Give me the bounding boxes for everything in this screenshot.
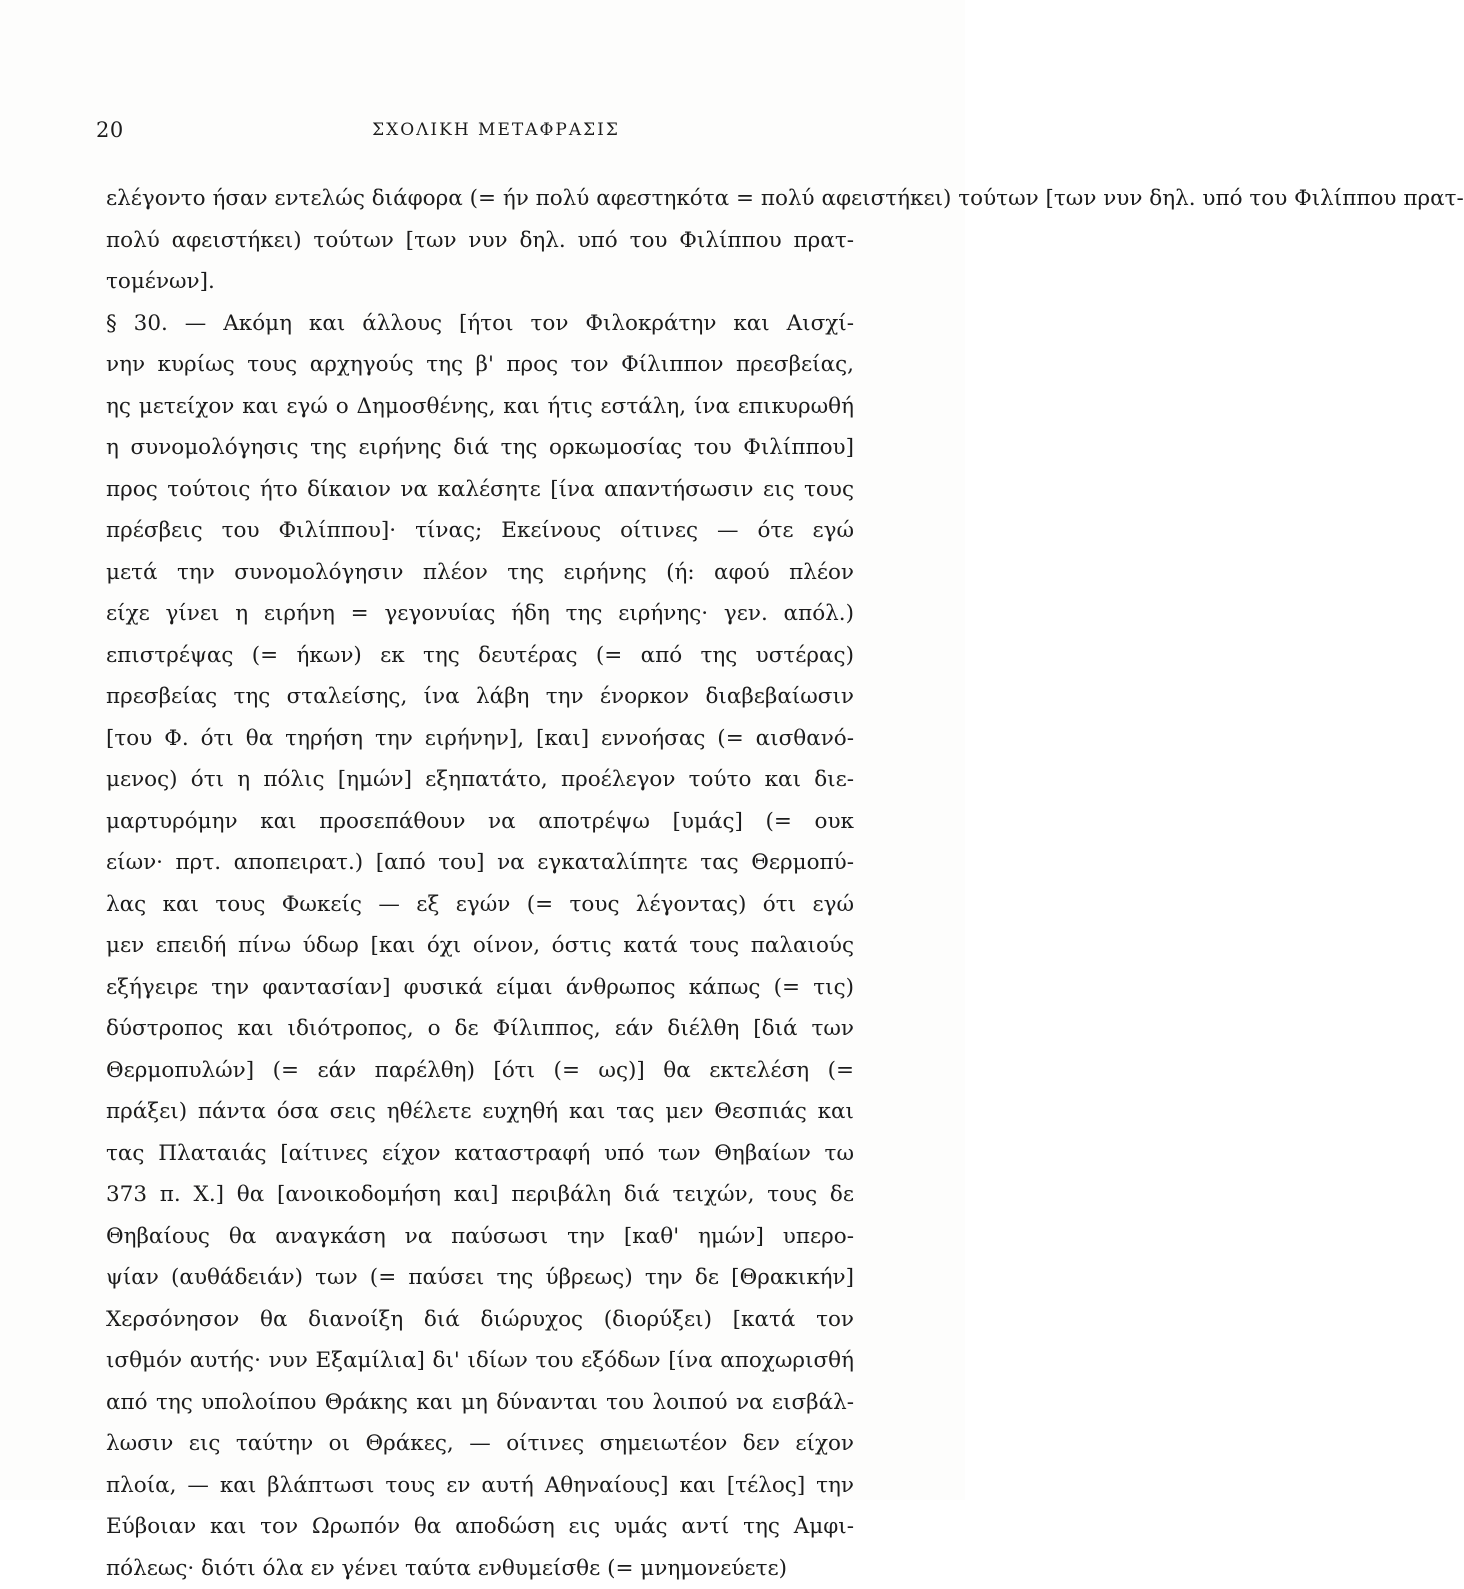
page-number: 20 (96, 118, 124, 142)
text-line: [του Φ. ότι θα τηρήση την ειρήνην], [και] εννοήσας (= αισθανό- (106, 718, 854, 760)
body-text (106, 178, 854, 1589)
text-line: πρεσβείας της σταλείσης, ίνα λάβη την ένορκον διαβεβαίωσιν (106, 676, 854, 718)
text-line: πλοία, — και βλάπτωσι τους εν αυτή Αθηναίους] και [τέλος] την (106, 1465, 854, 1507)
text-line: πράξει) πάντα όσα σεις ηθέλετε ευχηθή και τας μεν Θεσπιάς και (106, 1091, 854, 1133)
text-line: ελέγοντο ήσαν εντελώς διάφορα (= ήν πολύ αφεστηκότα = πολύ αφειστήκει) τούτων [των νυν δηλ. υπό του Φιλίππου πρατ- (106, 178, 854, 220)
text-line: Χερσόνησον θα διανοίξη διά διώρυχος (διορύξει) [κατά τον (106, 1299, 854, 1341)
text-line: πρέσβεις του Φιλίππου]· τίνας; Εκείνους οίτινες — ότε εγώ (106, 510, 854, 552)
text-line: από της υπολοίπου Θράκης και μη δύνανται του λοιπού να εισβάλ- (106, 1382, 854, 1424)
text-line: είχε γίνει η ειρήνη = γεγονυίας ήδη της ειρήνης· γεν. απόλ.) (106, 593, 854, 635)
text-line: εξήγειρε την φαντασίαν] φυσικά είμαι άνθρωπος κάπως (= τις) (106, 967, 854, 1009)
text-line: τομένων]. (106, 261, 854, 303)
text-line: μενος) ότι η πόλις [ημών] εξηπατάτο, προέλεγον τούτο και διε- (106, 759, 854, 801)
text-line: μαρτυρόμην και προσεπάθουν να αποτρέψω [υμάς] (= ουκ (106, 801, 854, 843)
text-line: προς τούτοις ήτο δίκαιον να καλέσητε [ίνα απαντήσωσιν εις τους (106, 469, 854, 511)
text-line: ης μετείχον και εγώ ο Δημοσθένης, και ήτις εστάλη, ίνα επικυρωθή (106, 386, 854, 428)
text-line: λας και τους Φωκείς — εξ εγών (= τους λέγοντας) ότι εγώ (106, 884, 854, 926)
text-line: είων· πρτ. αποπειρατ.) [από του] να εγκαταλίπητε τας Θερμοπύ- (106, 842, 854, 884)
text-line: πόλεως· διότι όλα εν γένει ταύτα ενθυμείσθε (= μνημονεύετε) (106, 1548, 854, 1589)
text-line: μεν επειδή πίνω ύδωρ [και όχι οίνον, όστις κατά τους παλαιούς (106, 925, 854, 967)
text-line: 373 π. Χ.] θα [ανοικοδομήση και] περιβάλη διά τειχών, τους δε (106, 1174, 854, 1216)
text-line: πολύ αφειστήκει) τούτων [των νυν δηλ. υπό του Φιλίππου πρατ- (106, 220, 854, 262)
text-line: ισθμόν αυτής· νυν Εξαμίλια] δι' ιδίων του εξόδων [ίνα αποχωρισθή (106, 1340, 854, 1382)
running-title: ΣΧΟΛΙΚΗ ΜΕΤΑΦΡΑΣΙΣ (96, 120, 856, 140)
text-line: δύστροπος και ιδιότροπος, ο δε Φίλιππος, εάν διέλθη [διά των (106, 1008, 854, 1050)
text-line: Θηβαίους θα αναγκάση να παύσωσι την [καθ' ημών] υπερο- (106, 1216, 854, 1258)
text-line: § 30. — Ακόμη και άλλους [ήτοι τον Φιλοκράτην και Αισχί- (106, 303, 854, 345)
text-line: επιστρέψας (= ήκων) εκ της δευτέρας (= από της υστέρας) (106, 635, 854, 677)
text-line: τας Πλαταιάς [αίτινες είχον καταστραφή υπό των Θηβαίων τω (106, 1133, 854, 1175)
text-line: λωσιν εις ταύτην οι Θράκες, — οίτινες σημειωτέον δεν είχον (106, 1423, 854, 1465)
text-line: ψίαν (αυθάδειάν) των (= παύσει της ύβρεως) την δε [Θρακικήν] (106, 1257, 854, 1299)
page-header (96, 118, 856, 148)
text-line: Θερμοπυλών] (= εάν παρέλθη) [ότι (= ως)] θα εκτελέση (= (106, 1050, 854, 1092)
text-line: η συνομολόγησις της ειρήνης διά της ορκωμοσίας του Φιλίππου] (106, 427, 854, 469)
text-line: Εύβοιαν και τον Ωρωπόν θα αποδώση εις υμάς αντί της Αμφι- (106, 1506, 854, 1548)
text-line: νην κυρίως τους αρχηγούς της β' προς τον Φίλιππον πρεσβείας, (106, 344, 854, 386)
text-line: μετά την συνομολόγησιν πλέον της ειρήνης (ή: αφού πλέον (106, 552, 854, 594)
